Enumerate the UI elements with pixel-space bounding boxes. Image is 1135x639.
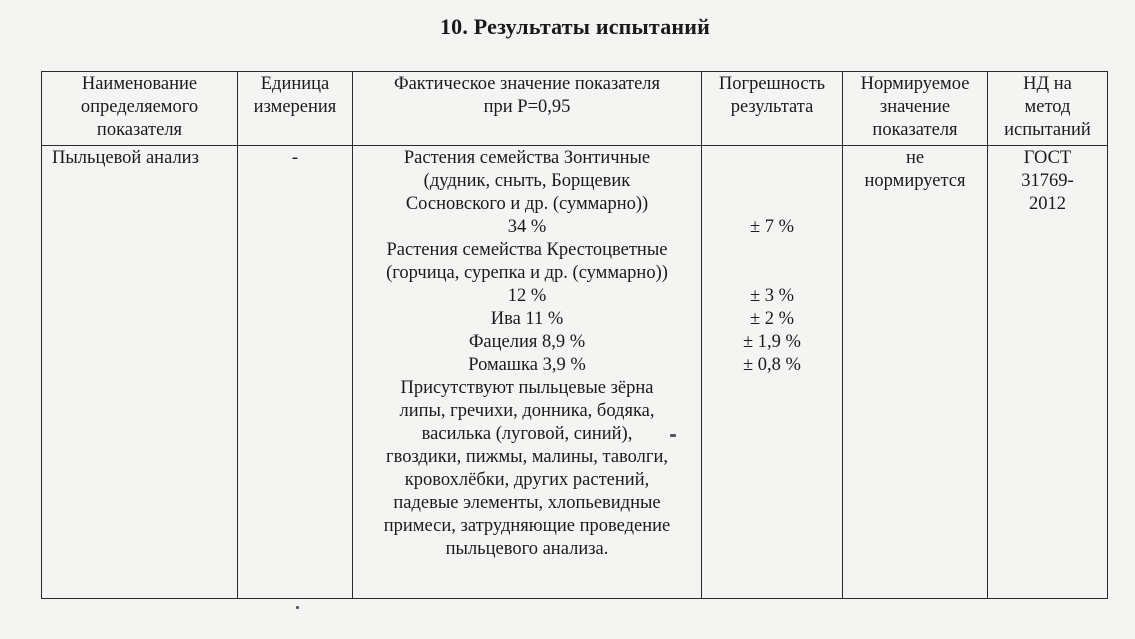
error-value: ± 7 % bbox=[749, 217, 795, 237]
actual-value-cell bbox=[353, 146, 702, 599]
error-value: ± 0,8 % bbox=[743, 355, 801, 375]
value-line: падевые элементы, хлопьевидные bbox=[393, 493, 661, 513]
header-row bbox=[42, 72, 1108, 146]
test-method-cell: ГОСТ 31769- 2012 bbox=[988, 146, 1108, 599]
value-line: 34 % bbox=[507, 217, 547, 237]
error-cell bbox=[702, 146, 843, 599]
value-line: (горчица, сурепка и др. (суммарно)) bbox=[386, 263, 668, 283]
value-line: Фацелия 8,9 % bbox=[468, 332, 586, 352]
error-value: ± 1,9 % bbox=[743, 332, 801, 352]
scan-speck bbox=[670, 434, 676, 437]
value-line: Растения семейства Зонтичные bbox=[403, 148, 651, 168]
scan-speck bbox=[296, 606, 299, 609]
value-line: липы, гречихи, донника, бодяка, bbox=[399, 401, 655, 421]
value-line: кровохлёбки, других растений, bbox=[404, 470, 650, 490]
value-line: Сосновского и др. (суммарно)) bbox=[405, 194, 649, 214]
value-line: василька (луговой, синий), bbox=[421, 424, 633, 444]
value-line: (дудник, сныть, Борщевик bbox=[423, 171, 631, 191]
header-test-method: НД на метод испытаний bbox=[988, 72, 1108, 146]
indicator-name-cell: Пыльцевой анализ bbox=[42, 146, 238, 599]
value-line: пыльцевого анализа. bbox=[445, 539, 609, 559]
page-title: 10. Результаты испытаний bbox=[439, 14, 711, 39]
value-line: гвоздики, пижмы, малины, таволги, bbox=[386, 447, 668, 467]
value-line: Ромашка 3,9 % bbox=[468, 355, 586, 375]
error-value: ± 2 % bbox=[749, 309, 795, 329]
header-actual-value: Фактическое значение показателя при Р=0,95 bbox=[353, 72, 702, 146]
value-line: примеси, затрудняющие проведение bbox=[383, 516, 671, 536]
header-normative-value: Нормируемое значение показателя bbox=[843, 72, 988, 146]
value-line: 12 % bbox=[507, 286, 547, 306]
value-line: Растения семейства Крестоцветные bbox=[386, 240, 668, 260]
header-unit: Единица измерения bbox=[238, 72, 353, 146]
error-value: ± 3 % bbox=[749, 286, 795, 306]
header-indicator-name: Наименование определяемого показателя bbox=[42, 72, 238, 146]
table-row bbox=[42, 146, 1108, 599]
value-line: Присутствуют пыльцевые зёрна bbox=[400, 378, 654, 398]
unit-cell: - bbox=[238, 146, 353, 599]
results-table bbox=[41, 71, 1108, 599]
header-error: Погрешность результата bbox=[702, 72, 843, 146]
normative-value-cell: не нормируется bbox=[843, 146, 988, 599]
value-line: Ива 11 % bbox=[490, 309, 564, 329]
